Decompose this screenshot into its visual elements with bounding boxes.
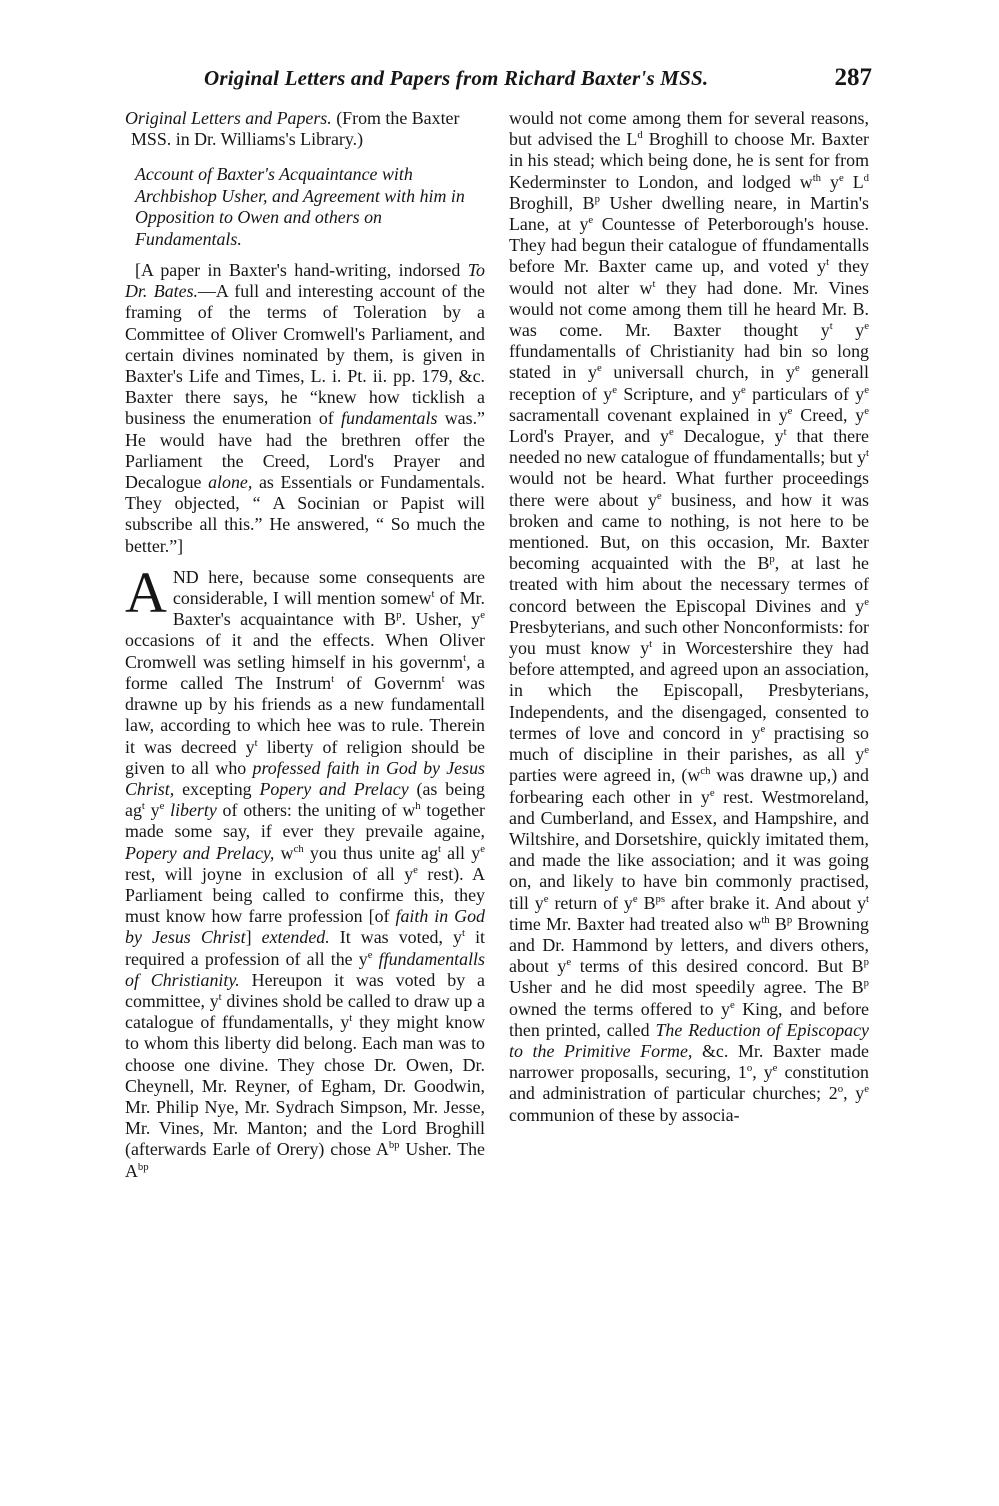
body-text: Scripture, and y: [616, 383, 741, 404]
superscript: e: [864, 383, 869, 396]
superscript: e: [709, 786, 715, 799]
body-text: , y: [752, 1062, 773, 1083]
superscript: t: [866, 892, 870, 905]
note-text: as Essentials or Fundamentals. They objected, “ A Socinian or Papist will subscribe all this.” He answered, “ So much the better.”]: [125, 472, 485, 556]
body-text: return of y: [548, 892, 633, 913]
superscript: t: [829, 320, 833, 333]
body-text: y: [144, 800, 160, 821]
body-text: after brake it. And about y: [665, 892, 867, 913]
body-text: rest). A Parliament being called to confirme this, they must know how farre profession [of: [125, 863, 486, 927]
body-text: of Mr. Baxter's acquaintance with B: [172, 588, 485, 630]
superscript: e: [543, 892, 549, 905]
body-text: in Worcestershire they had before attempted, and agreed upon an association, in which the Episcopall, Presbyterians, Independents, and the disengaged, consented to termes of love and concord in y: [509, 638, 870, 743]
body-text: ]: [245, 927, 262, 948]
page-header: [124, 66, 872, 100]
body-text: that there needed no new catalogue of ffundamentalls; but y: [509, 426, 870, 468]
superscript: p: [863, 956, 869, 969]
superscript: t: [463, 651, 467, 664]
superscript: e: [669, 426, 674, 439]
superscript: e: [612, 383, 617, 396]
body-text: sacramentall covenant explained in y: [509, 404, 788, 425]
body-text: Lord's Prayer, and y: [509, 426, 669, 447]
body-text: constitution and administration of particular churches; 2: [509, 1062, 869, 1104]
body-italic: The Reduction of Episcopacy to the Primitive Forme,: [509, 1019, 869, 1061]
body-text: practising so much of discipline in their parishes, as all y: [509, 722, 870, 765]
superscript: d: [863, 171, 870, 184]
body-text: , at last he treated with him about the necessary termes of concord between the Episcopal Divines and y: [509, 553, 869, 616]
superscript: o: [746, 1062, 753, 1075]
body-italic: Popery and Prelacy: [259, 778, 409, 799]
article-subheading: Account of Baxter's Acquaintance with Archbishop Usher, and Agreement with him in Opposition to Owen and others on Fundamentals.: [135, 164, 465, 249]
left-column: [125, 108, 485, 1182]
superscript: t: [141, 800, 145, 813]
body-text: y: [821, 171, 839, 192]
superscript: e: [729, 998, 735, 1011]
body-text: all y: [440, 842, 481, 863]
body-text: parties were agreed in, (w: [509, 765, 701, 786]
superscript: t: [331, 672, 335, 685]
body-text: w: [274, 842, 294, 863]
superscript: e: [656, 489, 662, 502]
superscript: e: [596, 362, 602, 375]
body-paragraph-left: [125, 559, 486, 1182]
superscript: p: [594, 192, 600, 205]
body-text: Decalogue, y: [673, 426, 784, 447]
superscript: e: [566, 956, 572, 969]
body-text: Usher and he did most speedily agree. The B: [509, 977, 864, 998]
superscript: e: [588, 214, 594, 227]
superscript: t: [826, 256, 830, 269]
superscript: e: [864, 320, 869, 333]
body-text: rest. Westmoreland, and Cumberland, and Essex, and Hampshire, and Wiltshire, and Dorsetshire, quickly imitated them, and made the like association; and it was going on, and likely to have bin commonly practised, till y: [509, 786, 869, 913]
right-column: [509, 108, 869, 1126]
body-text: ND here, because some consequents are considerable, I will mention somew: [172, 566, 485, 609]
note-italic: alone,: [208, 472, 253, 493]
superscript: t: [866, 447, 869, 460]
body-text: Usher dwelling neare, in Martin's Lane, at y: [509, 192, 869, 235]
body-text: you thus unite ag: [303, 842, 438, 863]
superscript: e: [787, 404, 793, 417]
superscript: th: [812, 171, 822, 184]
superscript: t: [437, 842, 441, 855]
body-text: ffundamentalls of Christianity had bin so long stated in y: [509, 341, 869, 383]
superscript: h: [415, 800, 421, 813]
body-text: B: [769, 913, 787, 934]
body-text: &c. Mr. Baxter made narrower proposalls, securing, 1: [509, 1040, 869, 1083]
superscript: p: [396, 609, 402, 622]
superscript: t: [652, 277, 656, 290]
superscript: bp: [137, 1160, 149, 1173]
body-text: Hereupon it was voted by a committee, y: [125, 969, 485, 1011]
body-text: was drawne up,) and forbearing each other in y: [509, 765, 869, 807]
body-text: generall reception of y: [509, 362, 869, 404]
superscript: e: [740, 383, 746, 396]
body-text: Presbyterians, and such other Nonconformists: for you must know y: [509, 616, 869, 659]
superscript: e: [159, 800, 165, 813]
superscript: e: [480, 842, 485, 855]
superscript: t: [254, 736, 258, 749]
body-text: excepting: [174, 778, 260, 799]
body-text: y: [832, 320, 865, 341]
intro-source: (From the Baxter MSS. in Dr. Williams's Library.): [131, 108, 460, 150]
body-text: occasions of it and the effects. When Oliver Cromwell was setling himself in his governm: [125, 630, 485, 672]
note-text: —A full and interesting account of the framing of the terms of Toleration by a Committee of Oliver Cromwell's Parliament, and certain divines nominated by them, is given in Baxter's Life and Times, L. i. Pt. ii. pp. 179, &c. Baxter there says, he “knew how ticklish a business the enumeration of: [125, 281, 485, 429]
body-text: Usher. The A: [125, 1139, 485, 1181]
body-text: terms of this desired concord. But B: [571, 956, 864, 977]
superscript: e: [864, 1083, 870, 1096]
body-text: , a forme called The Instrum: [125, 651, 485, 693]
superscript: t: [441, 672, 445, 685]
body-italic: Popery and Prelacy,: [125, 842, 275, 863]
superscript: t: [649, 638, 653, 651]
superscript: e: [864, 595, 869, 608]
superscript: o: [837, 1083, 844, 1096]
superscript: e: [864, 404, 869, 417]
page-number: 287: [834, 64, 872, 91]
body-text: L: [843, 171, 864, 192]
drop-cap: A: [125, 559, 167, 625]
body-text: of others: the uniting of w: [216, 800, 416, 821]
body-text: of Governm: [334, 672, 442, 693]
body-text: communion of these by associa-: [509, 1104, 740, 1125]
body-text: universall church, in y: [601, 362, 795, 383]
body-text: they would not alter w: [509, 256, 869, 298]
body-text: Broghill to choose Mr. Baxter in his stead; which being done, he is sent for from Kederminster to London, and lodged w: [509, 129, 870, 192]
intro-heading: [125, 108, 485, 150]
superscript: e: [838, 171, 844, 184]
superscript: e: [632, 892, 638, 905]
body-text: was drawne up by his friends as a new fundamentall law, according to which hee was to rule. Therein it was decreed y: [125, 672, 486, 757]
superscript: e: [413, 863, 418, 876]
superscript: t: [431, 588, 435, 601]
superscript: e: [480, 609, 485, 622]
superscript: bp: [388, 1139, 400, 1152]
body-italic: faith in God by Jesus Christ: [125, 906, 485, 948]
superscript: ps: [655, 892, 666, 905]
body-italic: liberty: [170, 800, 217, 821]
intro-title: Original Letters and Papers.: [125, 108, 332, 128]
body-text: liberty of religion should be given to all who: [125, 736, 485, 778]
superscript: ch: [700, 765, 711, 778]
body-text: B: [637, 892, 656, 913]
superscript: e: [367, 948, 373, 961]
note-italic: To Dr. Bates.: [125, 260, 485, 302]
body-text: would not come among them for several reasons, but advised the L: [509, 108, 869, 150]
body-text: , y: [843, 1083, 865, 1104]
superscript: p: [863, 977, 869, 990]
body-text: Creed, y: [792, 404, 865, 425]
body-text: together made some say, if ever they prevaile againe,: [125, 800, 485, 842]
body-text: would not be heard. What further proceedings there were about y: [509, 468, 869, 510]
note-italic: fundamentals: [341, 408, 438, 429]
superscript: th: [761, 913, 770, 926]
body-text: it required a profession of all the y: [125, 927, 486, 969]
superscript: t: [783, 426, 787, 439]
body-text: Browning and Dr. Hammond by letters, and divers others, about y: [509, 913, 869, 977]
superscript: e: [794, 362, 800, 375]
body-text: they might know to whom this liberty did belong. Each man was to choose one divine. They chose Dr. Owen, Dr. Cheynell, Mr. Reyner, of Egham, Dr. Goodwin, Mr. Philip Nye, Mr. Sydrach Simpson, Mr. Jesse, Mr. Vines, Mr. Manton; and the Lord Broghill (afterwards Earle of Orery) chose A: [125, 1012, 485, 1160]
note-text: [A paper in Baxter's hand-writing, indorsed: [135, 260, 468, 281]
body-italic: ffundamentalls of Christianity.: [125, 948, 485, 990]
body-text: . Usher, y: [401, 609, 481, 630]
body-text: rest, will joyne in exclusion of all y: [125, 863, 414, 884]
body-text: King, and before then printed, called: [509, 998, 869, 1040]
superscript: e: [772, 1062, 778, 1075]
superscript: e: [760, 722, 766, 735]
superscript: t: [349, 1012, 353, 1025]
body-text: It was voted, y: [329, 927, 462, 948]
superscript: e: [864, 744, 869, 757]
superscript: p: [786, 913, 793, 926]
body-italic: professed faith in God by Jesus Christ,: [125, 757, 485, 799]
body-text: Countesse of Peterborough's house. They had begun their catalogue of ffundamentalls before Mr. Baxter came up, and voted y: [509, 214, 869, 277]
editorial-note: [125, 260, 485, 557]
body-text: particulars of y: [745, 383, 865, 404]
body-paragraph-right: [509, 108, 869, 1126]
body-text: (as being ag: [125, 778, 485, 821]
body-text: time Mr. Baxter had treated also w: [509, 913, 762, 934]
superscript: t: [461, 927, 465, 940]
body-text: divines shold be called to draw up a catalogue of ffundamentalls, y: [125, 990, 485, 1033]
body-text: business, and how it was broken and came to nothing, is not here to be mentioned. But, on this occasion, Mr. Baxter becoming acquainted with the B: [509, 489, 869, 574]
body-italic: extended.: [261, 927, 330, 948]
running-head: Original Letters and Papers from Richard Baxter's MSS.: [204, 66, 709, 90]
superscript: p: [769, 553, 775, 566]
body-text: owned the terms offered to y: [509, 998, 730, 1019]
body-text: Broghill, B: [509, 192, 595, 213]
superscript: ch: [293, 842, 304, 855]
superscript: d: [637, 129, 643, 142]
superscript: t: [218, 990, 222, 1003]
note-text: was.” He would have had the brethren offer the Parliament the Creed, Lord's Prayer and Decalogue: [125, 408, 485, 493]
body-text: they had done. Mr. Vines would not come among them till he heard Mr. B. was come. Mr. Baxter thought y: [509, 277, 869, 341]
